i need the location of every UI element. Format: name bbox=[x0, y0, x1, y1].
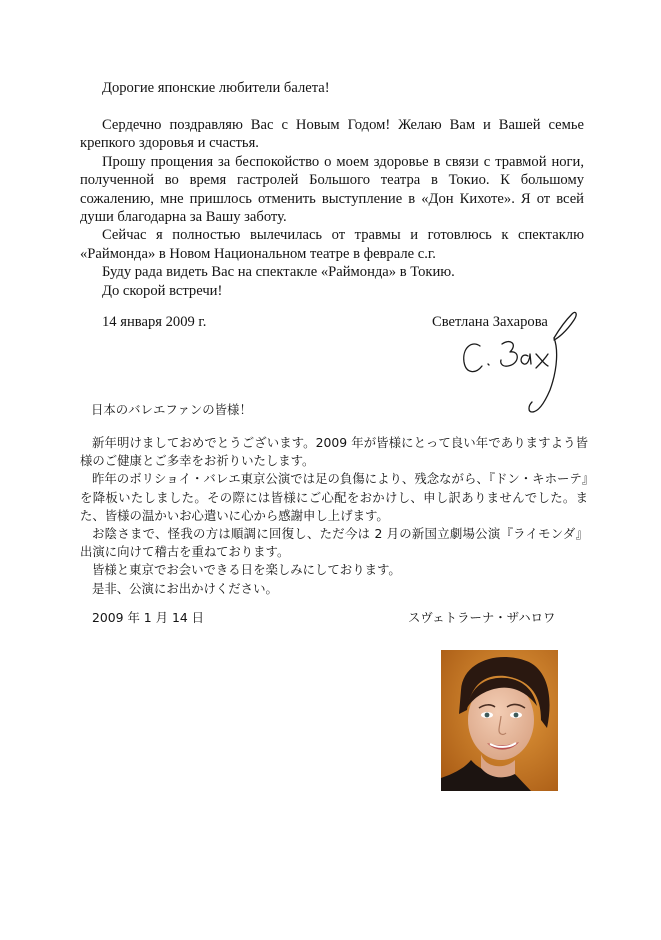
japanese-paragraph: 昨年のボリショイ・バレエ東京公演では足の負傷により、残念ながら、『ドン・キホーテ』を降板いたしました。その際には皆様にご心配をおかけし、申し訳ありませんでした。また、皆様の温かいお心遣いに心から感謝申し上げます。 bbox=[80, 471, 588, 523]
japanese-letter-body bbox=[80, 434, 588, 598]
russian-paragraph: Прошу прощения за беспокойство о моем здоровье в связи с травмой ноги, полученной во время гастролей Большого театра в Токио. К большому сожалению, мне пришлось отменить выступление в «Дон Кихоте». Я от всей души благодарна за Вашу заботу. bbox=[80, 153, 584, 226]
russian-greeting-text: Дорогие японские любители балета! bbox=[102, 80, 330, 96]
russian-greeting bbox=[80, 79, 584, 97]
russian-paragraph: Сердечно поздравляю Вас с Новым Годом! Желаю Вам и Вашей семье крепкого здоровья и счастья. bbox=[80, 117, 584, 152]
russian-date: 14 января 2009 г. bbox=[102, 314, 207, 330]
japanese-greeting: 日本のバレエファンの皆様！ bbox=[91, 402, 252, 417]
russian-paragraph: До скорой встречи! bbox=[102, 282, 223, 299]
japanese-paragraph: 新年明けましておめでとうございます。2009 年が皆様にとって良い年でありますよう皆様のご健康とご多幸をお祈りいたします。 bbox=[80, 435, 588, 469]
japanese-sender-name: スヴェトラーナ・ザハロワ bbox=[408, 610, 556, 625]
russian-sender-name: Светлана Захарова bbox=[432, 314, 548, 330]
japanese-paragraph: 是非、公演にお出かけください。 bbox=[92, 580, 278, 596]
portrait-photo bbox=[441, 650, 558, 791]
japanese-date: 2009 年 1 月 14 日 bbox=[92, 610, 205, 625]
russian-paragraph: Буду рада видеть Вас на спектакле «Раймонда» в Токию. bbox=[102, 264, 455, 281]
russian-letter-body bbox=[80, 116, 584, 300]
russian-paragraph: Сейчас я полностью вылечилась от травмы и готовлюсь к спектаклю «Раймонда» в Новом Национальном театре в феврале с.г. bbox=[80, 227, 584, 262]
japanese-paragraph: お陰さまで、怪我の方は順調に回復し、ただ今は 2 月の新国立劇場公演『ライモンダ』出演に向けて稽古を重ねております。 bbox=[80, 526, 588, 560]
japanese-paragraph: 皆様と東京でお会いできる日を楽しみにしております。 bbox=[92, 562, 401, 578]
